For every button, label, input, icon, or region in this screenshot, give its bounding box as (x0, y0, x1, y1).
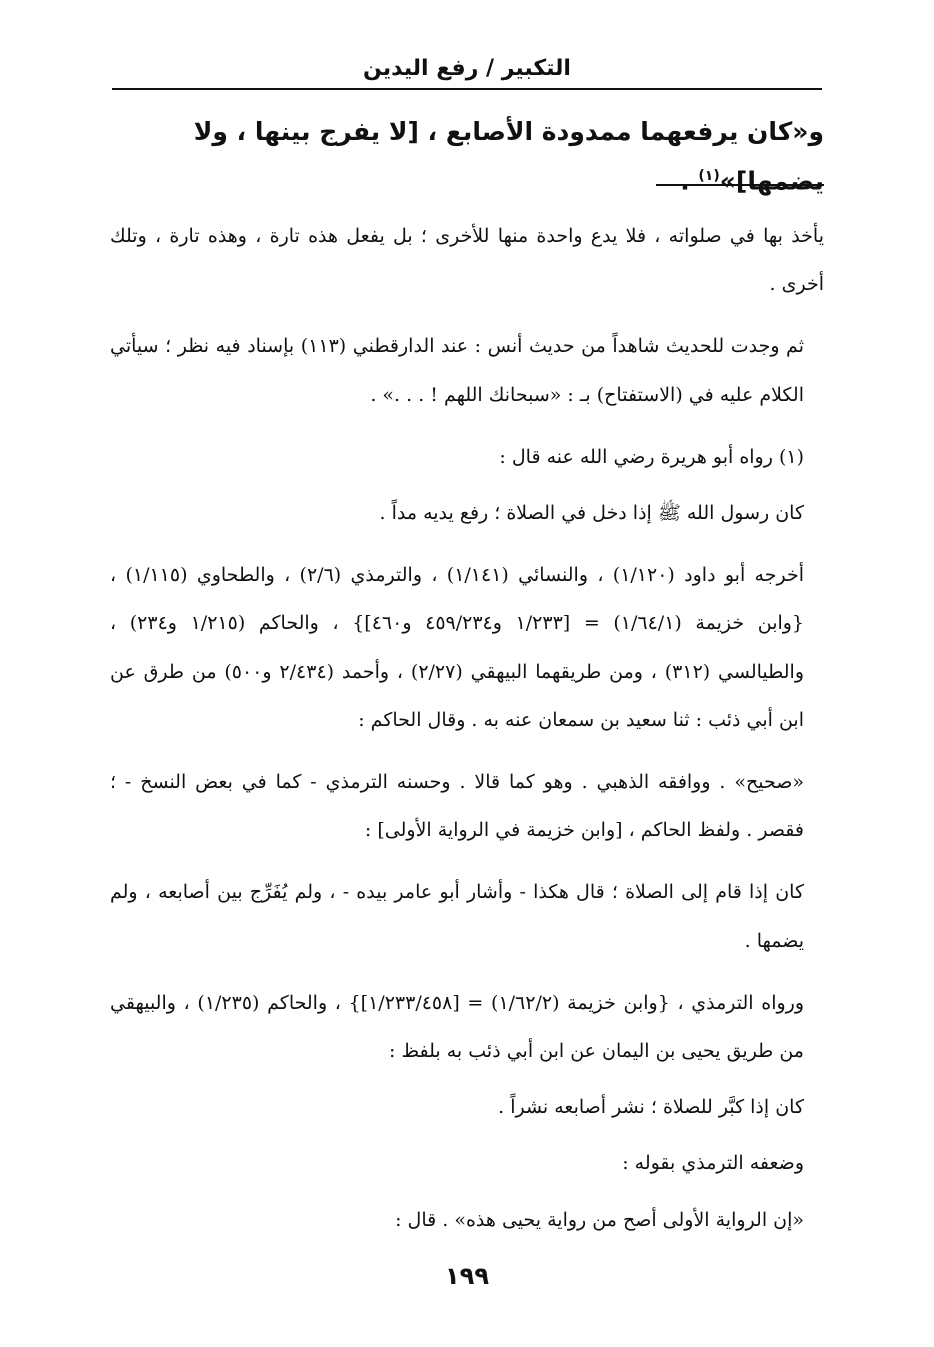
footnote-paragraph: «صحيح» . ووافقه الذهبي . وهو كما قالا . وحسنه الترمذي - كما في بعض النسخ - ؛ فقصر . ولفظ الحاكم ، [وابن خزيمة في الرواية الأولى] : (110, 771, 804, 842)
header-rule (112, 88, 822, 90)
footnote-paragraph: وضعفه الترمذي بقوله : (622, 1152, 804, 1175)
page-number: ١٩٩ (445, 1262, 489, 1290)
running-header: التكبير / رفع اليدين (363, 56, 571, 81)
footnote-paragraph: كان إذا كبَّر للصلاة ؛ نشر أصابعه نشراً . (498, 1096, 804, 1119)
footnote-paragraph: يأخذ بها في صلواته ، فلا يدع واحدة منها للأخرى ؛ بل يفعل هذه تارة ، وهذه تارة ، وتلك أخرى . (110, 225, 824, 296)
main-hadith-trailing: . (680, 166, 699, 196)
footnote-separator (656, 184, 824, 186)
footnote-paragraph: (١) رواه أبو هريرة رضي الله عنه قال : (499, 445, 804, 468)
footnote-paragraph: ورواه الترمذي ، {وابن خزيمة (١/٦٢/٢) = [١/٢٣٣/٤٥٨]} ، والحاكم (١/٢٣٥) ، والبيهقي من طريق يحيى بن اليمان عن ابن أبي ذئب به بلفظ : (110, 991, 805, 1063)
footnote-reference[interactable]: (١) (698, 168, 720, 184)
main-hadith-text (110, 110, 824, 203)
footnote-paragraph: ثم وجدت للحديث شاهداً من حديث أنس : عند الدارقطني (١١٣) بإسناد فيه نظر ؛ سيأتي الكلام عليه في (الاستفتاح) بـ : «سبحانك اللهم ! . . .» . (110, 335, 804, 406)
footnote-paragraph: كان إذا قام إلى الصلاة ؛ قال هكذا - وأشار أبو عامر بيده - ، ولم يُفَرِّج بين أصابعه ، ولم يضمها . (110, 881, 804, 952)
main-hadith-body: و«كان يرفعهما ممدودة الأصابع ، [لا يفرج بينها ، ولا يضمها]» (193, 117, 824, 196)
footnotes-section (110, 212, 824, 1258)
footnote-paragraph: أخرجه أبو داود (١/١٢٠) ، والنسائي (١/١٤١) ، والترمذي (٢/٦) ، والطحاوي (١/١١٥) ، {وابن خزيمة (١/٦٤/١) = [١/٢٣٣ و٤٥٩/٢٣٤ و٤٦٠]} ، والحاكم (١/٢١٥ و٢٣٤) ، والطيالسي (٣١٢) ، ومن طريقهما البيهقي (٢/٢٧) ، وأحمد (٢/٤٣٤ و٥٠٠) من طرق عن ابن أبي ذئب : ثنا سعيد بن سمعان عنه به . وقال الحاكم : (110, 564, 805, 731)
footnote-paragraph: كان رسول الله ﷺ إذا دخل في الصلاة ؛ رفع يديه مداً . (379, 502, 804, 525)
footnote-paragraph: «إن الرواية الأولى أصح من رواية يحيى هذه» . قال : (395, 1208, 804, 1231)
